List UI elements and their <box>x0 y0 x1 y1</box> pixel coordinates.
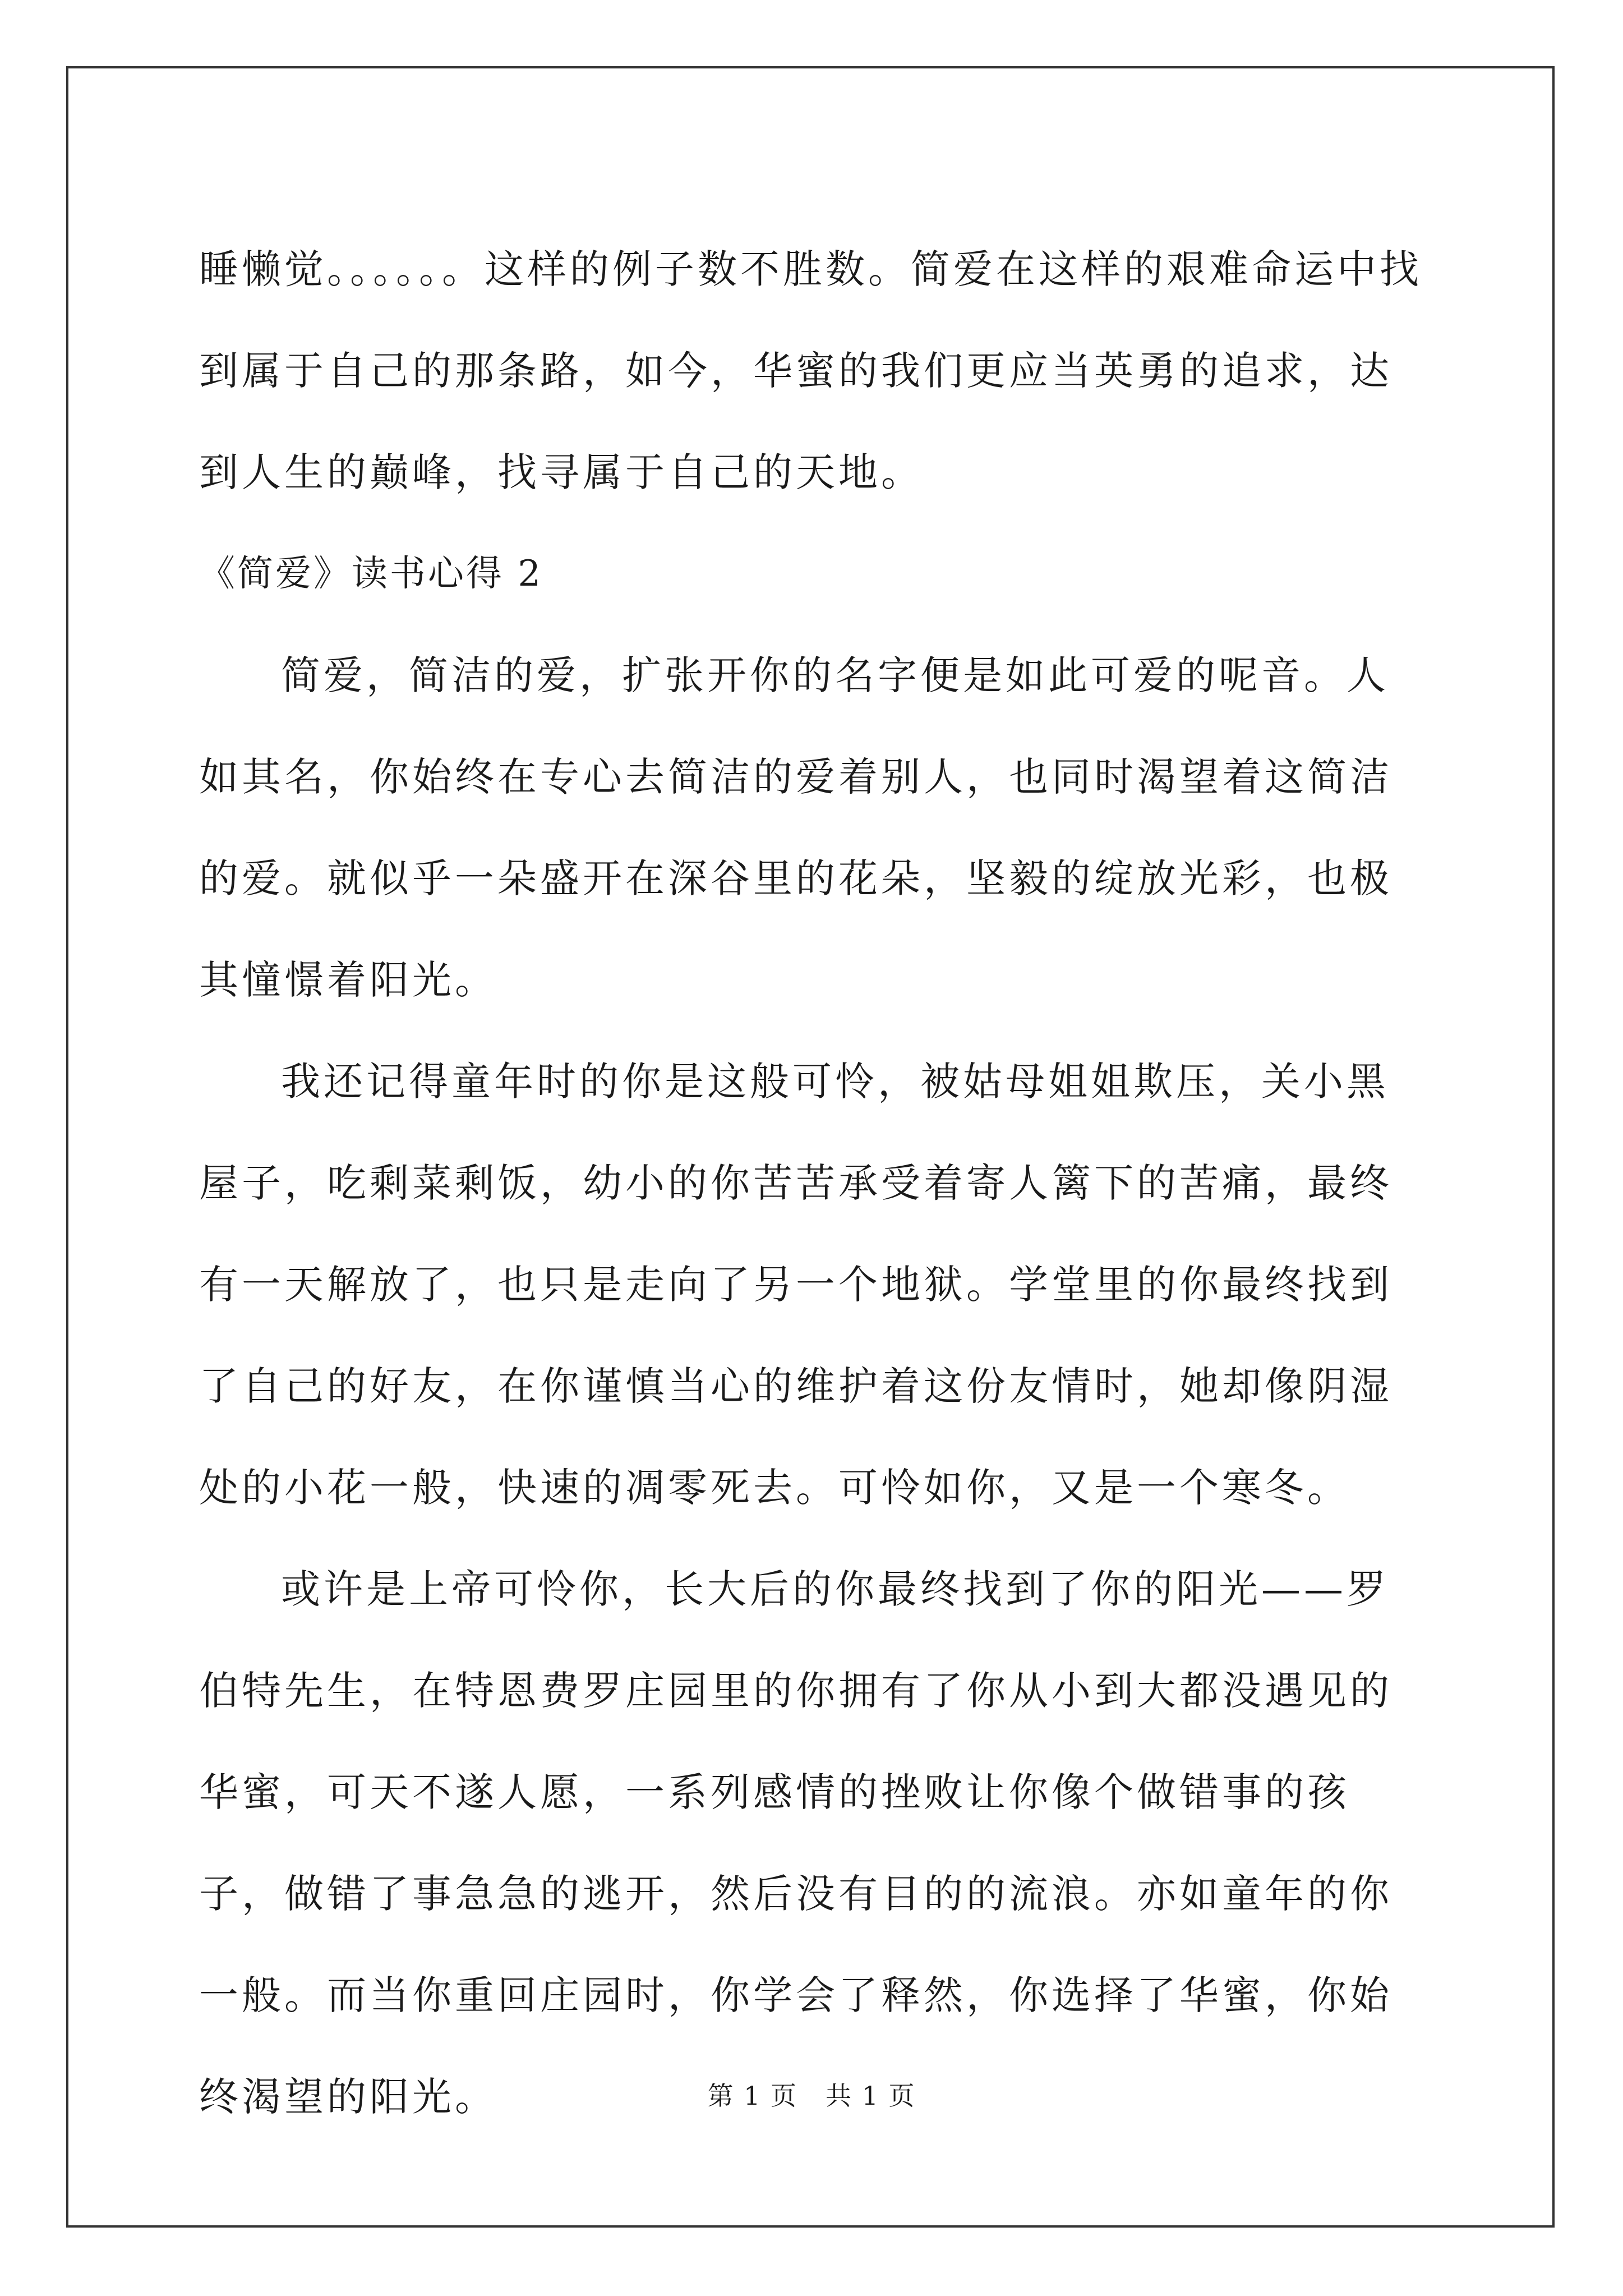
page-number-total: 共 1 页 <box>826 2081 916 2111</box>
page-footer <box>0 2076 1623 2113</box>
page-number-current: 第 1 页 <box>707 2081 797 2111</box>
document-body <box>199 219 1427 2148</box>
paragraph-4: 或许是上帝可怜你，长大后的你最终找到了你的阳光——罗伯特先生，在特恩费罗庄园里的你拥有了你从小到大都没遇见的华蜜，可天不遂人愿，一系列感情的挫败让你像个做错事的孩子，做错了事急急的逃开，然后没有目的的流浪。亦如童年的你一般。而当你重回庄园时，你学会了释然，你选择了华蜜，你始终渴望的阳光。 <box>199 1566 1393 2120</box>
paragraph-1: 睡懒觉。。。。。。这样的例子数不胜数。简爱在这样的艰难命运中找到属于自己的那条路，如今，华蜜的我们更应当英勇的追求，达到人生的巅峰，找寻属于自己的天地。 <box>199 246 1422 495</box>
paragraph-2: 简爱，简洁的爱，扩张开你的名字便是如此可爱的呢音。人如其名，你始终在专心去简洁的爱着别人，也同时渴望着这简洁的爱。就似乎一朵盛开在深谷里的花朵，坚毅的绽放光彩，也极其憧憬着阳光。 <box>199 652 1393 1003</box>
paragraph-3: 我还记得童年时的你是这般可怜，被姑母姐姐欺压，关小黑屋子，吃剩菜剩饭，幼小的你苦苦承受着寄人篱下的苦痛，最终有一天解放了，也只是走向了另一个地狱。学堂里的你最终找到了自己的好友，在你谨慎当心的维护着这份友情时，她却像阴湿处的小花一般，快速的凋零死去。可怜如你，又是一个寒冬。 <box>199 1059 1393 1511</box>
section-heading: 《简爱》读书心得 2 <box>199 553 543 595</box>
